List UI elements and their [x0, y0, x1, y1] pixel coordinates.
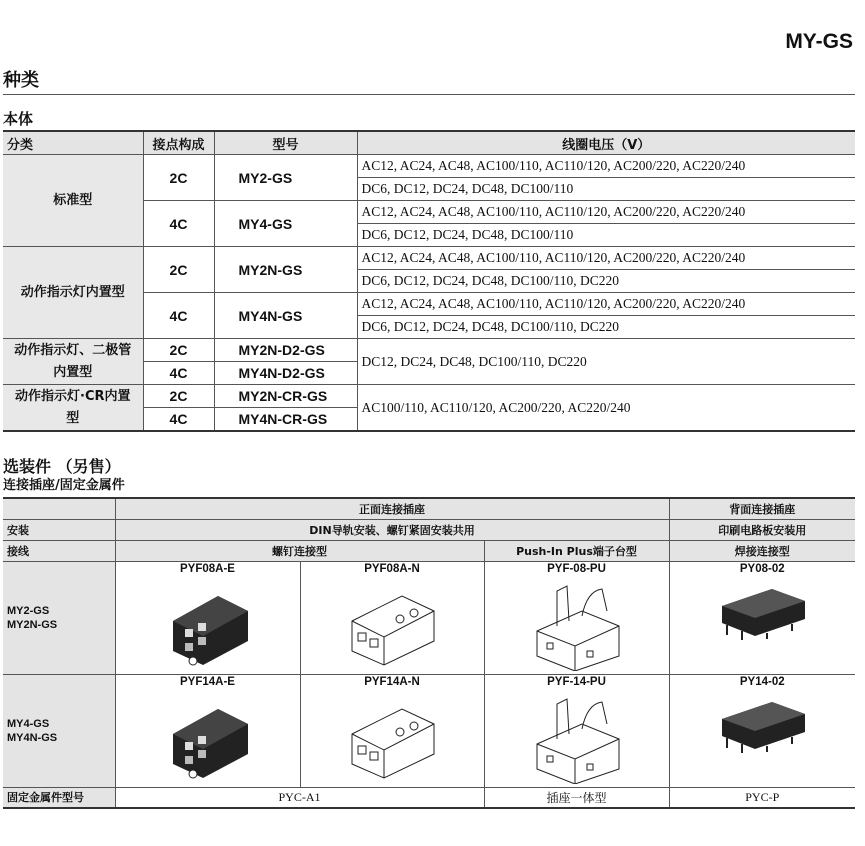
socket-image-light [342, 581, 442, 667]
body-title: 本体 [3, 110, 34, 128]
category-cell: 动作指示灯·CR内置型 [3, 385, 143, 432]
product-name: PYF14A-E [180, 675, 235, 688]
model-cell: MY2N-GS [214, 247, 357, 293]
contact-cell: 4C [143, 293, 214, 339]
voltage-cell: DC6, DC12, DC24, DC48, DC100/110 [357, 224, 855, 247]
socket-image-light [342, 694, 442, 780]
model-cell: MY2-GS [214, 155, 357, 201]
product-cell [484, 561, 669, 674]
front-socket-header: 正面连接插座 [115, 498, 669, 519]
voltage-cell: AC12, AC24, AC48, AC100/110, AC110/120, AC200/220, AC220/240 [357, 155, 855, 178]
voltage-cell: AC12, AC24, AC48, AC100/110, AC110/120, AC200/220, AC220/240 [357, 293, 855, 316]
voltage-cell: DC6, DC12, DC24, DC48, DC100/110 [357, 178, 855, 201]
compatible-models: MY4-GS MY4N-GS [3, 674, 115, 787]
model-cell: MY4N-D2-GS [214, 362, 357, 385]
model-cell: MY4N-CR-GS [214, 408, 357, 432]
table-header-row [3, 131, 855, 155]
contact-cell: 2C [143, 385, 214, 408]
socket-image-dark [163, 694, 253, 780]
voltage-cell: DC6, DC12, DC24, DC48, DC100/110, DC220 [357, 316, 855, 339]
bracket-push-in: 插座一体型 [484, 787, 669, 808]
contact-cell: 2C [143, 339, 214, 362]
product-cell [115, 674, 300, 787]
product-name: PYF08A-E [180, 562, 235, 575]
voltage-cell: DC6, DC12, DC24, DC48, DC100/110, DC220 [357, 270, 855, 293]
product-name: PY14-02 [739, 675, 785, 688]
model-cell: MY4-GS [214, 201, 357, 247]
options-title: 选装件 （另售） [3, 457, 121, 476]
voltage-cell: AC100/110, AC110/120, AC200/220, AC220/240 [357, 385, 855, 432]
contact-cell: 2C [143, 155, 214, 201]
bracket-screw: PYC-A1 [115, 787, 484, 808]
voltage-cell: AC12, AC24, AC48, AC100/110, AC110/120, AC200/220, AC220/240 [357, 247, 855, 270]
bracket-label: 固定金属件型号 [3, 787, 115, 808]
header-category: 分类 [3, 131, 143, 155]
bracket-back: PYC-P [669, 787, 855, 808]
category-cell: 动作指示灯内置型 [3, 247, 143, 339]
socket-image-push-in [527, 694, 627, 784]
model-cell: MY2N-CR-GS [214, 385, 357, 408]
types-table [3, 130, 855, 432]
socket-image-pcb [717, 694, 807, 754]
category-cell: 动作指示灯、二极管内置型 [3, 339, 143, 385]
socket-image-pcb [717, 581, 807, 641]
header-voltage: 线圈电压（V） [357, 131, 855, 155]
divider [3, 94, 855, 95]
compatible-models: MY2-GS MY2N-GS [3, 561, 115, 674]
back-socket-header: 背面连接插座 [669, 498, 855, 519]
wiring-screw: 螺钉连接型 [115, 540, 484, 561]
voltage-cell: AC12, AC24, AC48, AC100/110, AC110/120, AC200/220, AC220/240 [357, 201, 855, 224]
product-cell [484, 674, 669, 787]
voltage-cell: DC12, DC24, DC48, DC100/110, DC220 [357, 339, 855, 385]
product-name: PYF-08-PU [547, 562, 606, 575]
product-cell [300, 561, 484, 674]
category-cell: 标准型 [3, 155, 143, 247]
product-cell [669, 561, 855, 674]
contact-cell: 2C [143, 247, 214, 293]
product-name: PY08-02 [739, 562, 785, 575]
header-model: 型号 [214, 131, 357, 155]
product-cell [300, 674, 484, 787]
header-contacts: 接点构成 [143, 131, 214, 155]
wiring-solder: 焊接连接型 [669, 540, 855, 561]
socket-image-push-in [527, 581, 627, 671]
model-cell: MY2N-D2-GS [214, 339, 357, 362]
product-name: PYF-14-PU [547, 675, 606, 688]
mount-label: 安装 [3, 519, 115, 540]
wiring-push-in: Push-In Plus端子台型 [484, 540, 669, 561]
wiring-label: 接线 [3, 540, 115, 561]
product-cell [115, 561, 300, 674]
mount-back: 印刷电路板安装用 [669, 519, 855, 540]
section-title: 种类 [3, 70, 39, 91]
product-cell [669, 674, 855, 787]
contact-cell: 4C [143, 362, 214, 385]
product-name: PYF08A-N [364, 562, 420, 575]
product-name: PYF14A-N [364, 675, 420, 688]
socket-image-dark [163, 581, 253, 667]
mount-front: DIN导轨安装、螺钉紧固安装共用 [115, 519, 669, 540]
sockets-table [3, 497, 855, 809]
contact-cell: 4C [143, 201, 214, 247]
model-cell: MY4N-GS [214, 293, 357, 339]
document-title: MY-GS [785, 30, 853, 53]
contact-cell: 4C [143, 408, 214, 432]
options-subtitle: 连接插座/固定金属件 [3, 478, 125, 493]
